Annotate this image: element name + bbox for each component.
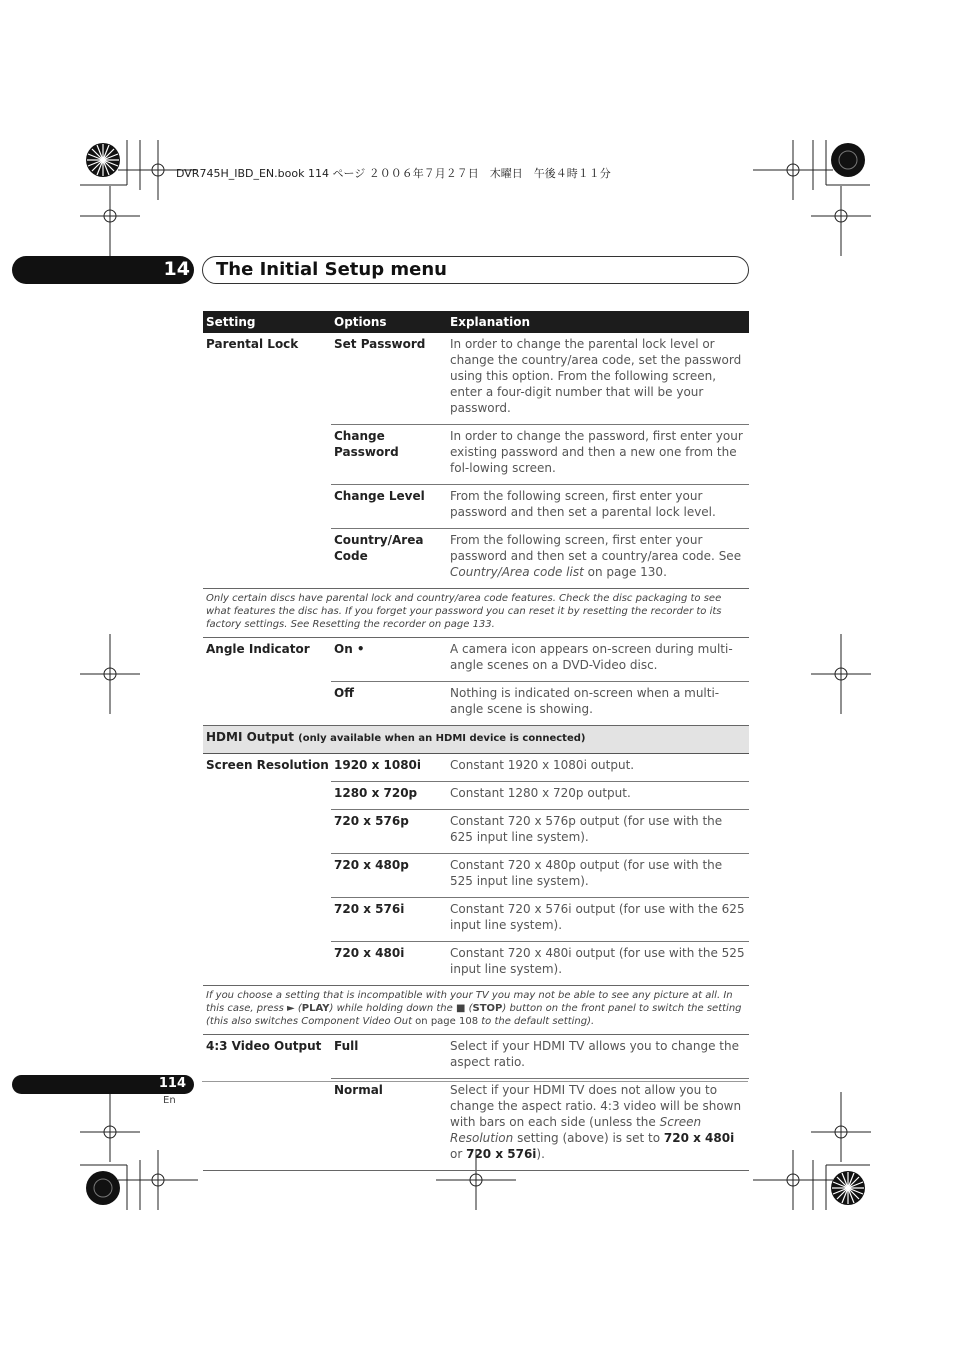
page-language: En [163,1095,176,1106]
option-explanation: In order to change the parental lock level or change the country/area code, set the password using this option. From the following screen, enter a four-digit number that will be your password. [450,337,742,415]
option-name: On • [334,642,365,656]
option-name: Country/Area Code [334,533,424,563]
option-explanation: Constant 720 x 576i output (for use with the 625 input line system). [450,902,745,932]
option-explanation: In order to change the password, first enter your existing password and then a new one from the fol-lowing screen. [450,429,743,475]
starburst-icon [86,143,120,177]
setting-name: Parental Lock [206,337,299,351]
header-explanation: Explanation [450,315,531,329]
table-row [331,854,749,898]
hdmi-title: HDMI Output [206,730,294,744]
hdmi-output-section [203,726,749,754]
setting-group-screen-resolution [203,754,749,986]
option-explanation: Nothing is indicated on-screen when a multi-angle scene is showing. [450,686,720,716]
starburst-icon [831,1171,865,1205]
table-row [331,810,749,854]
option-explanation: From the following screen, first enter your password and then set a country/area code. See Country/Area code list on page 130. [450,533,742,579]
settings-table [203,311,749,1171]
option-name: Change Level [334,489,425,503]
table-row [331,754,749,782]
table-row [331,782,749,810]
option-explanation: Constant 1920 x 1080i output. [450,758,635,772]
cross-reference: Country/Area code list [450,565,584,579]
footer-rule [202,1081,748,1082]
setting-name: Screen Resolution [206,758,329,772]
setting-group-angle-indicator [203,638,749,726]
starburst-icon [831,143,865,177]
table-row [331,638,749,682]
option-name: Off [334,686,354,700]
option-name: Change Password [334,429,399,459]
option-explanation: Constant 720 x 480p output (for use with the 525 input line system). [450,858,723,888]
option-name: 1920 x 1080i [334,758,422,772]
option-name: 720 x 480i [334,946,405,960]
parental-note: Only certain discs have parental lock and country/area code features. Check the disc packaging to see what features the disc has. If you forget your password you can reset it by resetting the recorder to its factory settings. See Resetting the recorder on page 133. [203,589,749,638]
chapter-number: 14 [163,258,190,280]
option-explanation: Constant 1280 x 720p output. [450,786,631,800]
option-explanation: Constant 720 x 576p output (for use with the 625 input line system). [450,814,723,844]
option-explanation: A camera icon appears on-screen during multi-angle scenes on a DVD-Video disc. [450,642,733,672]
table-row [331,1079,749,1170]
header-setting: Setting [206,315,256,329]
option-name: 720 x 480p [334,858,409,872]
option-explanation: From the following screen, first enter your password and then set a parental lock level. [450,489,716,519]
option-name: Normal [334,1083,383,1097]
header-options: Options [334,315,387,329]
option-name: Set Password [334,337,426,351]
option-name: 720 x 576i [334,902,405,916]
setting-name: Angle Indicator [206,642,310,656]
page-number: 114 [158,1076,186,1091]
hdmi-subtitle: (only available when an HDMI device is connected) [298,733,586,744]
print-header: DVR745H_IBD_EN.book 114 ページ ２００６年７月２７日 木曜日 午後４時１１分 [176,167,611,180]
option-explanation: Select if your HDMI TV allows you to change the aspect ratio. [450,1039,739,1069]
option-explanation: Constant 720 x 480i output (for use with the 525 input line system). [450,946,745,976]
option-explanation: Select if your HDMI TV does not allow you to change the aspect ratio. 4:3 video will be shown with bars on each side (unless the Screen Resolution setting (above) is set to 720 x 480i or 720 x 576i). [450,1083,742,1161]
cross-reference: Screen Resolution [450,1115,702,1145]
table-row [331,682,749,725]
table-header [203,311,749,333]
table-row [331,485,749,529]
table-row [331,898,749,942]
table-row [331,942,749,985]
starburst-icon [86,1171,120,1205]
setting-name: 4:3 Video Output [206,1039,322,1053]
chapter-title: The Initial Setup menu [216,259,447,280]
table-row [331,333,749,425]
option-name: 1280 x 720p [334,786,418,800]
option-name: 720 x 576p [334,814,409,828]
table-row [331,425,749,485]
table-row [331,1035,749,1079]
option-name: Full [334,1039,359,1053]
setting-group-parental-lock [203,333,749,589]
resolution-note: If you choose a setting that is incompatible with your TV you may not be able to see any picture at all. In this case, press ► (PLAY) while holding down the ■ (STOP) button on the front panel to switch the setting (this also switches Component Video Out on page 108 to the default setting). [203,986,749,1035]
table-row [331,529,749,588]
setting-group-video-output [203,1035,749,1171]
